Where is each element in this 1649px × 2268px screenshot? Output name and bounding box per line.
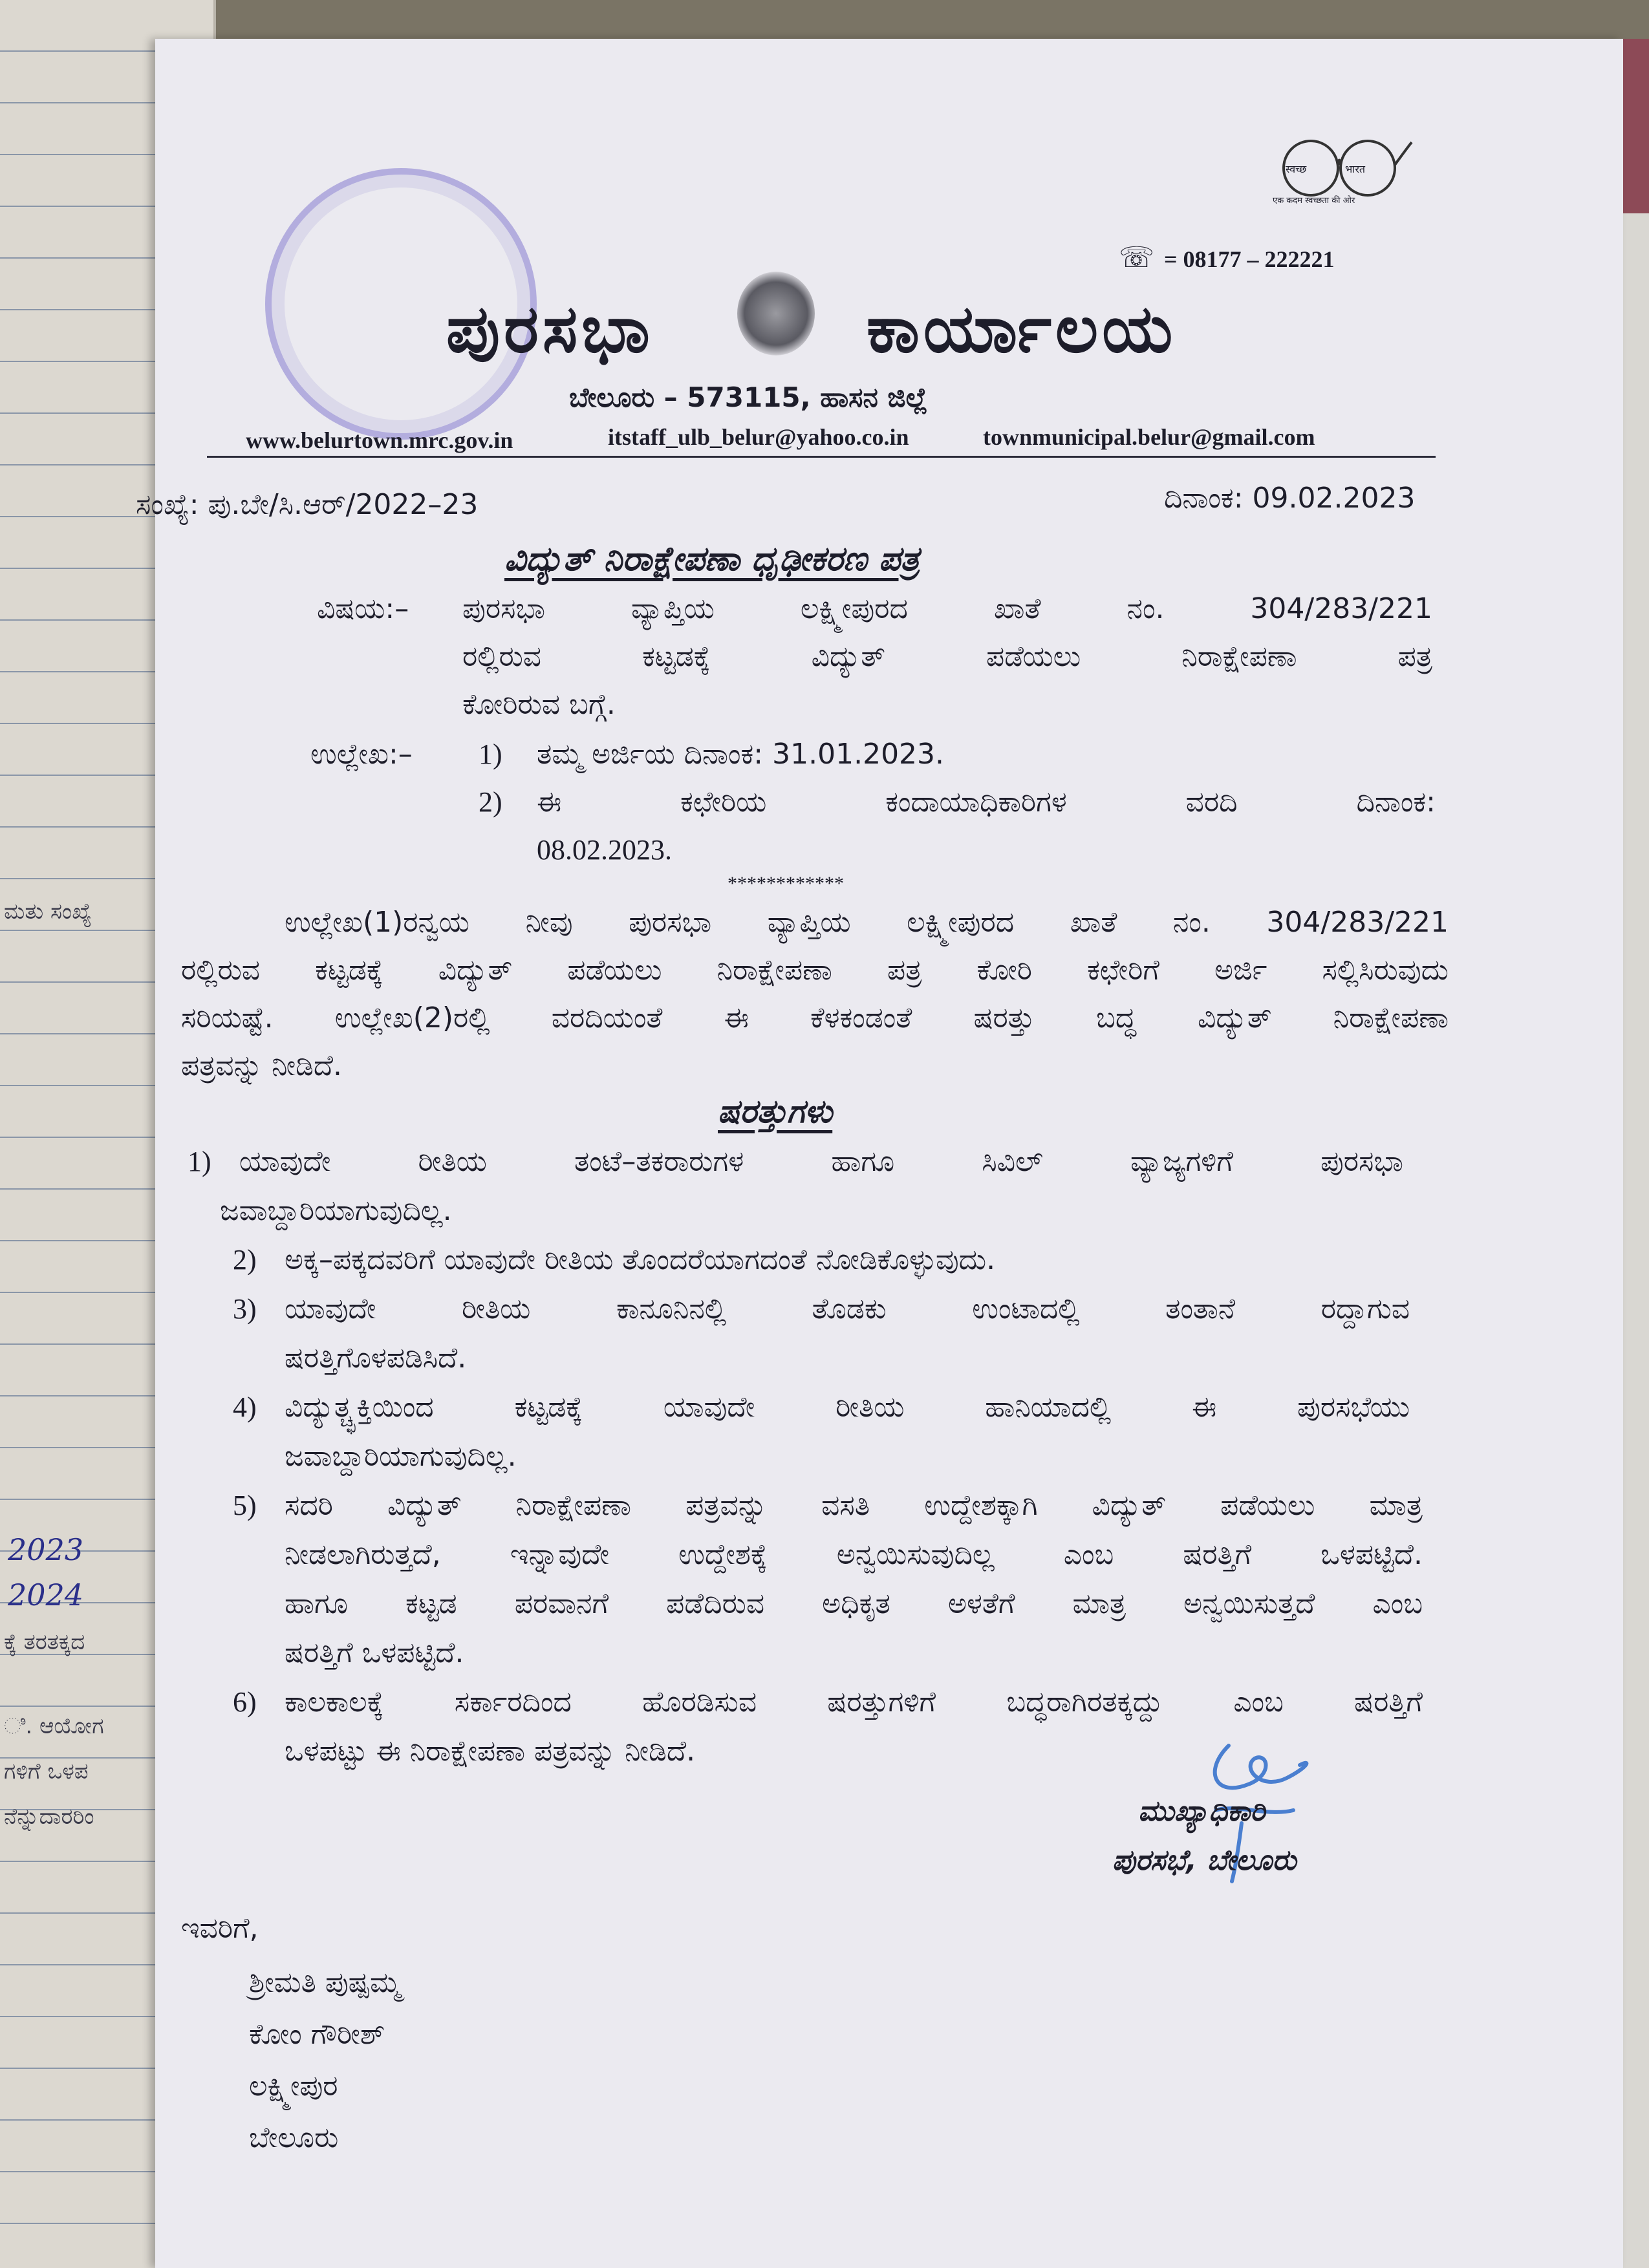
office-name-right: ಕಾರ್ಯಾಲಯ bbox=[867, 291, 1177, 368]
condition-number: 5) bbox=[233, 1490, 257, 1521]
subject-line: ಪುರಸಭಾ ವ್ಯಾಪ್ತಿಯ ಲಕ್ಷ್ಮೀಪುರದ ಖಾತೆ ನಂ. 304/283/221 bbox=[462, 592, 1432, 625]
condition-line: ಅಕ್ಕ–ಪಕ್ಕದವರಿಗೆ ಯಾವುದೇ ರೀತಿಯ ತೊಂದರೆಯಾಗದಂತೆ ನೋಡಿಕೊಳ್ಳುವುದು. bbox=[285, 1243, 996, 1276]
body-line: ರಲ್ಲಿರುವ ಕಟ್ಟಡಕ್ಕೆ ವಿದ್ಯುತ್ ಪಡೆಯಲು ನಿರಾಕ್ಷೇಪಣಾ ಪತ್ರ ಕೋರಿ ಕಛೇರಿಗೆ ಅರ್ಜಿ ಸಲ್ಲಿಸಿರುವುದು bbox=[181, 954, 1449, 987]
condition-line: ಯಾವುದೇ ರೀತಿಯ ತಂಟೆ–ತಕರಾರುಗಳ ಹಾಗೂ ಸಿವಿಲ್ ವ್ಯಾಜ್ಯಗಳಿಗೆ ಪುರಸಭಾ bbox=[239, 1145, 1403, 1178]
reference-item-1: ತಮ್ಮ ಅರ್ಜಿಯ ದಿನಾಂಕ: 31.01.2023. bbox=[537, 738, 945, 771]
subject-line: ರಲ್ಲಿರುವ ಕಟ್ಟಡಕ್ಕೆ ವಿದ್ಯುತ್ ಪಡೆಯಲು ನಿರಾಕ್ಷೇಪಣಾ ಪತ್ರ bbox=[462, 640, 1432, 673]
register-text: ಗಳಿಗೆ ಒಳಪ bbox=[4, 1759, 89, 1784]
condition-number: 4) bbox=[233, 1391, 257, 1423]
register-text: ಮತು ಸಂಖ್ಯೆ bbox=[4, 899, 92, 925]
subject-label: ವಿಷಯ:– bbox=[317, 592, 409, 625]
telephone-icon: ☏ bbox=[1119, 241, 1155, 274]
signatory-designation: ಮುಖ್ಯಾಧಿಕಾರಿ bbox=[1138, 1795, 1266, 1828]
document-title: ವಿದ್ಯುತ್ ನಿರಾಕ್ಷೇಪಣಾ ಧೃಢೀಕರಣ ಪತ್ರ bbox=[504, 540, 920, 579]
letter-page bbox=[136, 39, 1623, 2268]
body-line: ಸರಿಯಷ್ಟೆ. ಉಲ್ಲೇಖ(2)ರಲ್ಲಿ ವರದಿಯಂತೆ ಈ ಕೆಳಕಂಡಂತೆ ಷರತ್ತು ಬದ್ಧ ವಿದ್ಯುತ್ ನಿರಾಕ್ಷೇಪಣಾ bbox=[181, 1001, 1449, 1034]
register-handwritten-year: 2023 bbox=[8, 1532, 84, 1567]
body-line: ಉಲ್ಲೇಖ(1)ರನ್ವಯ ನೀವು ಪುರಸಭಾ ವ್ಯಾಪ್ತಿಯ ಲಕ್ಷ್ಮೀಪುರದ ಖಾತೆ ನಂ. 304/283/221 bbox=[285, 906, 1449, 939]
condition-line: ಷರತ್ತಿಗೊಳಪಡಿಸಿದೆ. bbox=[285, 1342, 467, 1375]
signatory-office: ಪುರಸಭೆ, ಬೇಲೂರು bbox=[1112, 1844, 1297, 1877]
condition-line: ಯಾವುದೇ ರೀತಿಯ ಕಾನೂನಿನಲ್ಲಿ ತೊಡಕು ಉಂಟಾದಲ್ಲಿ ತಂತಾನೆ ರದ್ದಾಗುವ bbox=[285, 1292, 1410, 1325]
body-line: ಪತ್ರವನ್ನು ನೀಡಿದೆ. bbox=[181, 1049, 343, 1082]
reference-item-2: ಈ ಕಛೇರಿಯ ಕಂದಾಯಾಧಿಕಾರಿಗಳ ವರದಿ ದಿನಾಂಕ: bbox=[537, 786, 1436, 818]
recipient-label: ಇವರಿಗೆ, bbox=[181, 1912, 259, 1945]
condition-line: ಸದರಿ ವಿದ್ಯುತ್ ನಿರಾಕ್ಷೇಪಣಾ ಪತ್ರವನ್ನು ವಸತಿ ಉದ್ದೇಶಕ್ಕಾಗಿ ವಿದ್ಯುತ್ ಪಡೆಯಲು ಮಾತ್ರ bbox=[285, 1489, 1423, 1522]
separator: ************ bbox=[727, 873, 844, 894]
reference-item-2-date: 08.02.2023. bbox=[537, 834, 672, 866]
condition-line: ನೀಡಲಾಗಿರುತ್ತದೆ, ಇನ್ನಾವುದೇ ಉದ್ದೇಶಕ್ಕೆ ಅನ್ವಯಿಸುವುದಿಲ್ಲ ಎಂಬ ಷರತ್ತಿಗೆ ಒಳಪಟ್ಟಿದೆ. bbox=[285, 1538, 1423, 1571]
condition-line: ಷರತ್ತಿಗೆ ಒಳಪಟ್ಟಿದೆ. bbox=[285, 1636, 464, 1669]
condition-number: 2) bbox=[233, 1244, 257, 1276]
state-emblem-icon bbox=[737, 272, 815, 356]
subject-line: ಕೋರಿರುವ ಬಗ್ಗೆ. bbox=[462, 688, 616, 721]
condition-line: ಕಾಲಕಾಲಕ್ಕೆ ಸರ್ಕಾರದಿಂದ ಹೊರಡಿಸುವ ಷರತ್ತುಗಳಿಗೆ ಬದ್ಧರಾಗಿರತಕ್ಕದ್ದು ಎಂಬ ಷರತ್ತಿಗೆ bbox=[285, 1685, 1423, 1718]
letter-date: ದಿನಾಂಕ: 09.02.2023 bbox=[1164, 482, 1416, 515]
register-text: ಕ್ಕೆ ತರತಕ್ಕದ bbox=[4, 1629, 85, 1655]
condition-line: ಒಳಪಟ್ಟು ಈ ನಿರಾಕ್ಷೇಪಣಾ ಪತ್ರವನ್ನು ನೀಡಿದೆ. bbox=[285, 1735, 696, 1768]
register-handwritten-year: 2024 bbox=[8, 1578, 84, 1612]
email-link-1[interactable]: itstaff_ulb_belur@yahoo.co.in bbox=[608, 424, 909, 450]
swachh-tagline: एक कदम स्वच्छता की ओर bbox=[1273, 196, 1355, 206]
condition-number: 6) bbox=[233, 1686, 257, 1718]
recipient-line: ಲಕ್ಷ್ಮೀಪುರ bbox=[249, 2070, 338, 2102]
email-link-2[interactable]: townmunicipal.belur@gmail.com bbox=[983, 424, 1315, 450]
conditions-heading: ಷರತ್ತುಗಳು bbox=[718, 1093, 833, 1130]
office-name-left: ಪುರಸಭಾ bbox=[446, 291, 654, 368]
phone-number: = 08177 – 222221 bbox=[1164, 246, 1335, 272]
condition-line: ವಿದ್ಯುತ್ಚ್ಛಕ್ತಿಯಿಂದ ಕಟ್ಟಡಕ್ಕೆ ಯಾವುದೇ ರೀತಿಯ ಹಾನಿಯಾದಲ್ಲಿ ಈ ಪುರಸಭೆಯು bbox=[285, 1391, 1410, 1424]
header-divider bbox=[207, 456, 1436, 458]
reference-number: ಸಂಖ್ಯೆ: ಪು.ಬೇ/ಸಿ.ಆರ್/2022–23 bbox=[136, 488, 479, 521]
swachh-label-left: स्वच्छ bbox=[1286, 163, 1307, 175]
condition-number: 3) bbox=[233, 1293, 257, 1325]
background-sheet-top bbox=[0, 0, 1649, 39]
recipient-line: ಶ್ರೀಮತಿ ಪುಷ್ಪಮ್ಮ bbox=[249, 1966, 401, 1999]
recipient-line: ಬೇಲೂರು bbox=[249, 2121, 339, 2154]
reference-number-2: 2) bbox=[479, 786, 502, 818]
reference-number-1: 1) bbox=[479, 738, 502, 770]
office-address: ಬೇಲೂರು – 573115, ಹಾಸನ ಜಿಲ್ಲೆ bbox=[569, 381, 928, 413]
register-text: ಿ. ಆಯೋಗ bbox=[4, 1713, 104, 1739]
register-text: ನೆನ್ನುದಾರರಿಂ bbox=[4, 1804, 94, 1830]
condition-line: ಹಾಗೂ ಕಟ್ಟಡ ಪರವಾನಗೆ ಪಡೆದಿರುವ ಅಧಿಕೃತ ಅಳತೆಗೆ ಮಾತ್ರ ಅನ್ವಯಿಸುತ್ತದೆ ಎಂಬ bbox=[285, 1587, 1423, 1620]
condition-line: ಜವಾಬ್ದಾರಿಯಾಗುವುದಿಲ್ಲ. bbox=[285, 1440, 517, 1473]
swachh-label-right: भारत bbox=[1345, 163, 1366, 175]
recipient-line: ಕೋಂ ಗೌರೀಶ್ bbox=[249, 2018, 385, 2051]
condition-number: 1) bbox=[188, 1146, 211, 1177]
website-link[interactable]: www.belurtown.mrc.gov.in bbox=[246, 427, 513, 453]
references-label: ಉಲ್ಲೇಖ:– bbox=[310, 738, 413, 771]
condition-line: ಜವಾಬ್ದಾರಿಯಾಗುವುದಿಲ್ಲ. bbox=[220, 1194, 452, 1227]
